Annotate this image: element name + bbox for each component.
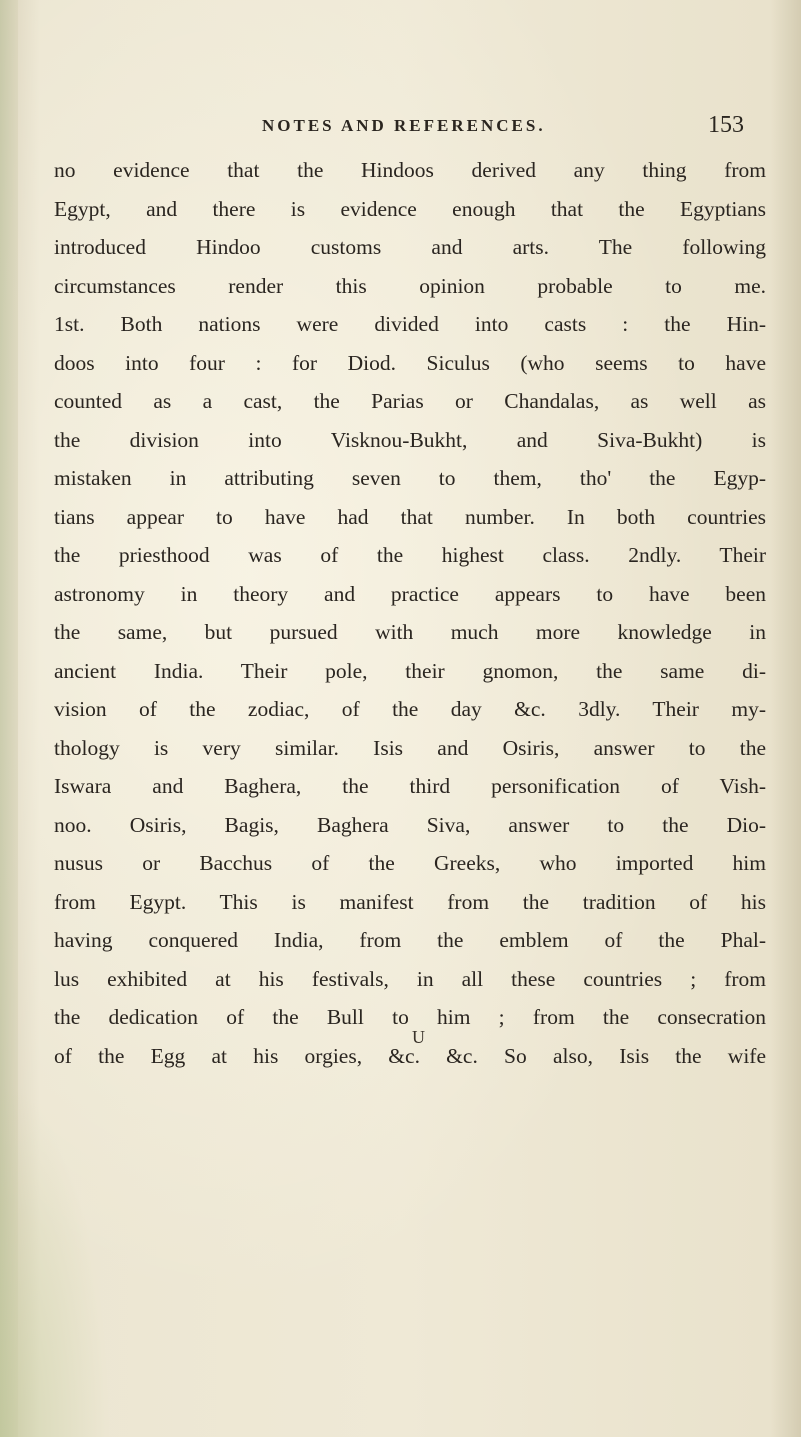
- running-title: NOTES AND REFERENCES.: [262, 116, 546, 135]
- text-line: the same, but pursued with much more knowledge in: [54, 620, 766, 644]
- text-line: doos into four : for Diod. Siculus (who seems to have: [54, 350, 766, 375]
- text-line: from Egypt. This is manifest from the tradition of his: [54, 889, 766, 914]
- text-line: the division into Visknou-Bukht, and Siva-Bukht) is: [54, 427, 766, 452]
- text-line: the dedication of the Bull to him ; from the consecration: [54, 1005, 766, 1029]
- signature-mark: U: [412, 1027, 425, 1047]
- text-line: 1st. Both nations were divided into casts : the Hin-: [54, 312, 766, 336]
- page-stain: [0, 1080, 110, 1437]
- text-line: Iswara and Baghera, the third personification of Vish-: [54, 774, 766, 798]
- page-number: 153: [708, 112, 744, 138]
- text-line: the priesthood was of the highest class. 2ndly. Their: [54, 543, 766, 567]
- text-line: vision of the zodiac, of the day &c. 3dly. Their my-: [54, 697, 766, 721]
- text-line: noo. Osiris, Bagis, Baghera Siva, answer to the Dio-: [54, 812, 766, 837]
- text-line: mistaken in attributing seven to them, tho' the Egyp-: [54, 466, 766, 490]
- page-header: [0, 112, 801, 140]
- text-line: no evidence that the Hindoos derived any thing from: [54, 158, 766, 182]
- text-line: circumstances render this opinion probable to me.: [54, 273, 766, 298]
- text-line: tians appear to have had that number. In both countries: [54, 504, 766, 529]
- text-line: introduced Hindoo customs and arts. The following: [54, 235, 766, 259]
- text-line: thology is very similar. Isis and Osiris, answer to the: [54, 735, 766, 760]
- text-line: astronomy in theory and practice appears to have been: [54, 581, 766, 606]
- text-line: of the Egg at his orgies, &c. &c. So also, Isis the wife: [54, 1043, 766, 1068]
- text-line: lus exhibited at his festivals, in all these countries ; from: [54, 966, 766, 991]
- text-line: counted as a cast, the Parias or Chandalas, as well as: [54, 389, 766, 413]
- text-line: Egypt, and there is evidence enough that the Egyptians: [54, 196, 766, 221]
- text-body: [54, 151, 766, 1075]
- text-line: ancient India. Their pole, their gnomon, the same di-: [54, 658, 766, 683]
- text-line: having conquered India, from the emblem of the Phal-: [54, 928, 766, 952]
- text-line: nusus or Bacchus of the Greeks, who imported him: [54, 851, 766, 875]
